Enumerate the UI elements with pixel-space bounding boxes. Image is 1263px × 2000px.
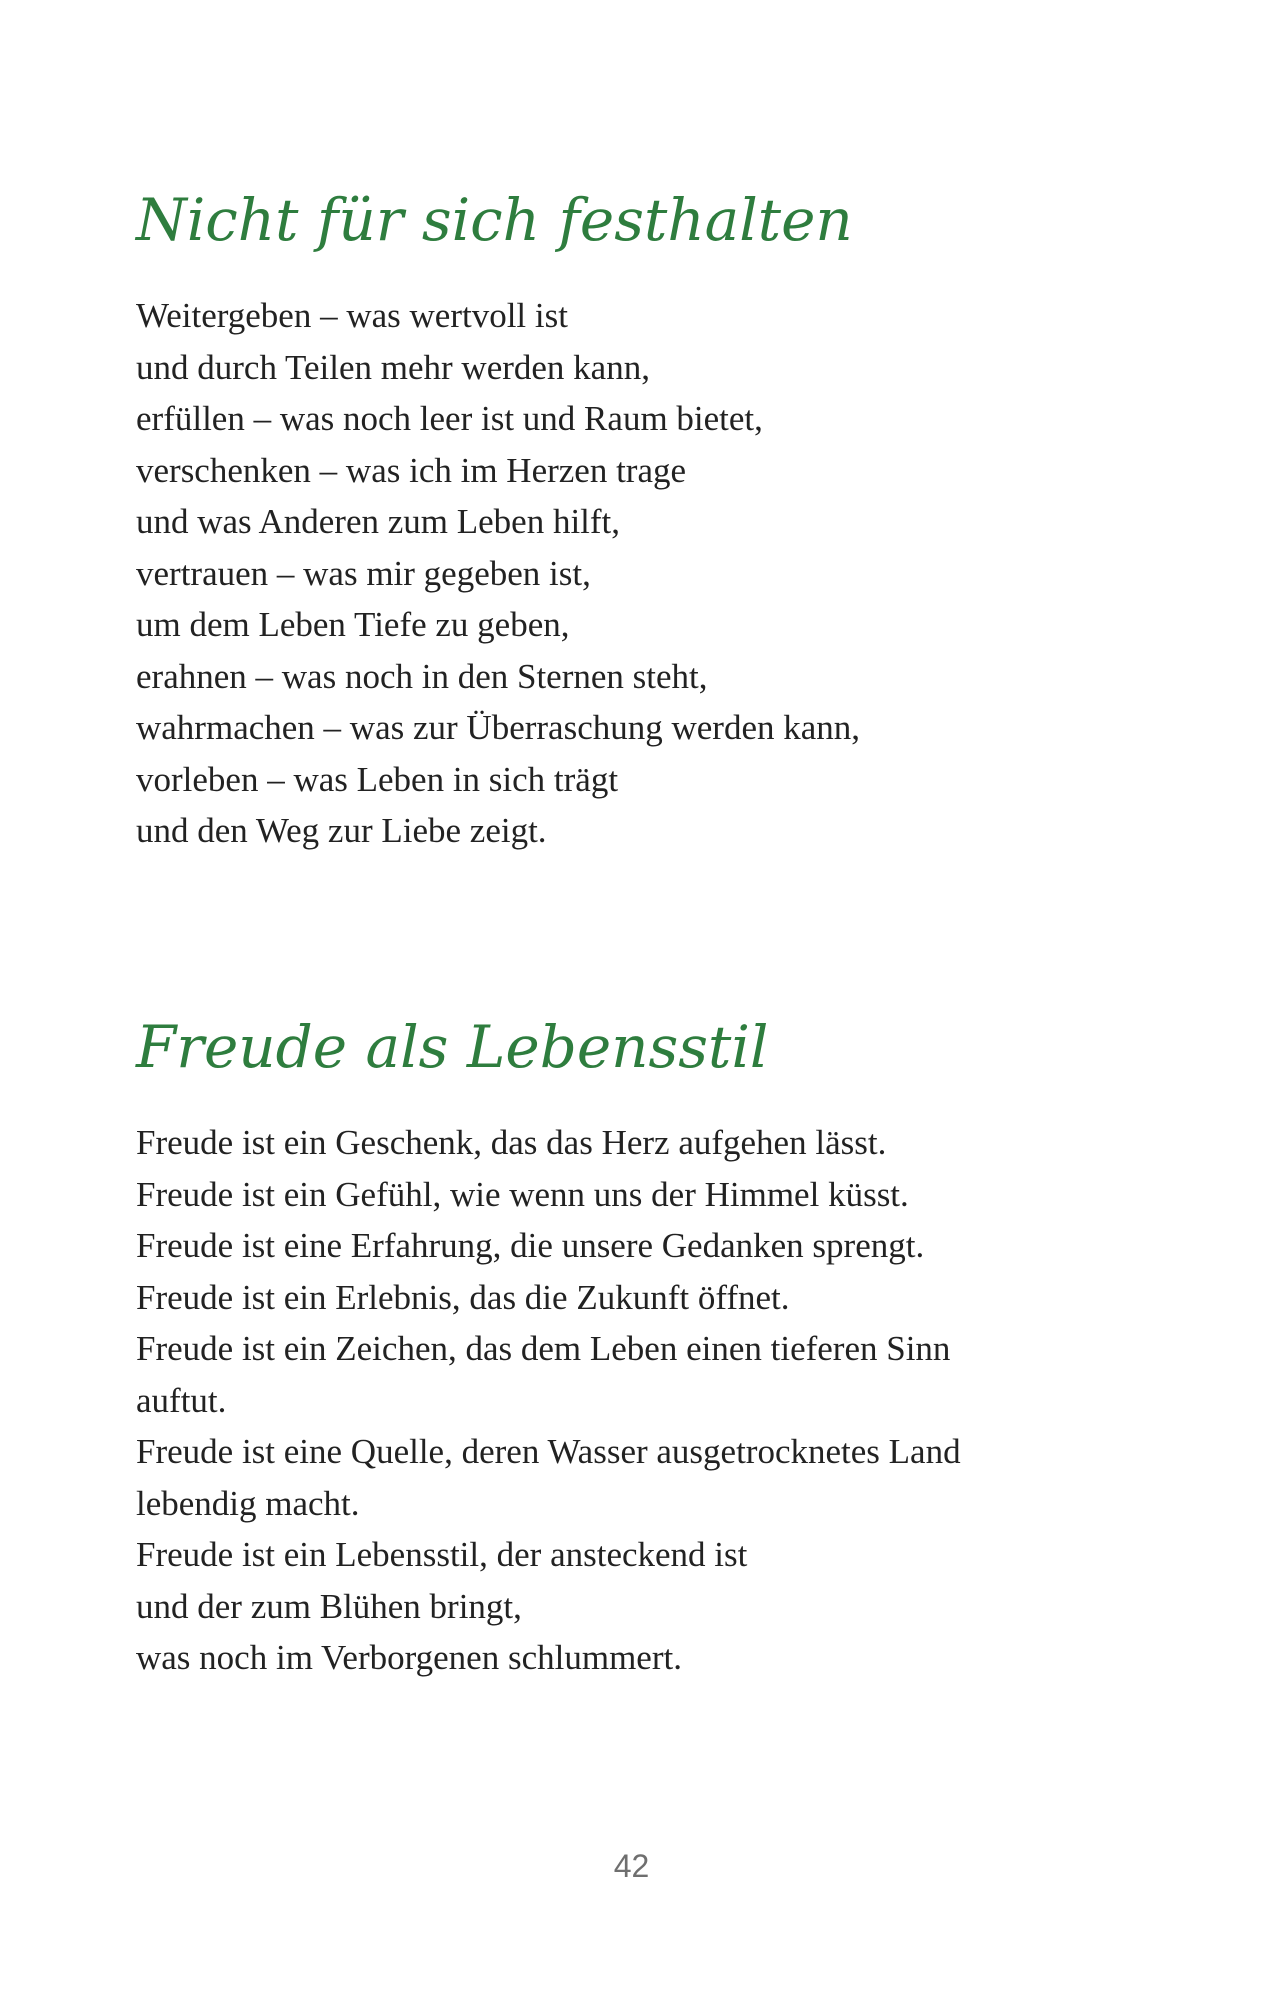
poem-line: Freude ist eine Quelle, deren Wasser ausgetrocknetes Land xyxy=(136,1432,961,1471)
poem-line: erahnen – was noch in den Sternen steht, xyxy=(136,656,708,696)
poem-line: lebendig macht. xyxy=(136,1483,360,1523)
page-number: 42 xyxy=(613,1848,650,1884)
poem-line: Freude ist ein Erlebnis, das die Zukunft öffnet. xyxy=(136,1277,790,1317)
poem-line: und der zum Blühen bringt, xyxy=(136,1586,522,1626)
poem-lines xyxy=(136,290,1136,857)
poem-line: was noch im Verborgenen schlummert. xyxy=(136,1638,682,1677)
poem-line: Freude ist ein Gefühl, wie wenn uns der Himmel küsst. xyxy=(136,1174,909,1214)
poem-line: Weitergeben – was wertvoll ist xyxy=(136,296,568,335)
poem-line: Freude ist eine Erfahrung, die unsere Gedanken sprengt. xyxy=(136,1226,925,1265)
poem-section-nicht-fuer-sich-festhalten xyxy=(136,178,1136,857)
poem-line: auftut. xyxy=(136,1380,227,1420)
poem-section-freude-als-lebensstil xyxy=(136,1005,1136,1684)
poem-line: vertrauen – was mir gegeben ist, xyxy=(136,553,591,593)
poem-line: vorleben – was Leben in sich trägt xyxy=(136,759,619,799)
poem-line: und den Weg zur Liebe zeigt. xyxy=(136,811,547,850)
poem-line: erfüllen – was noch leer ist und Raum bietet, xyxy=(136,399,763,438)
poem-title: Freude als Lebensstil xyxy=(136,1013,769,1081)
poem-line: verschenken – was ich im Herzen trage xyxy=(136,450,687,490)
poem-line: um dem Leben Tiefe zu geben, xyxy=(136,605,570,644)
poem-title: Nicht für sich festhalten xyxy=(136,186,853,254)
poem-line: und was Anderen zum Leben hilft, xyxy=(136,502,621,541)
poem-line: wahrmachen – was zur Überraschung werden kann, xyxy=(136,708,861,747)
poem-line: Freude ist ein Lebensstil, der ansteckend ist xyxy=(136,1535,748,1574)
poem-line: und durch Teilen mehr werden kann, xyxy=(136,347,650,387)
poem-lines xyxy=(136,1117,1136,1684)
poem-line: Freude ist ein Zeichen, das dem Leben einen tieferen Sinn xyxy=(136,1329,951,1368)
poem-line: Freude ist ein Geschenk, das das Herz aufgehen lässt. xyxy=(136,1123,887,1162)
